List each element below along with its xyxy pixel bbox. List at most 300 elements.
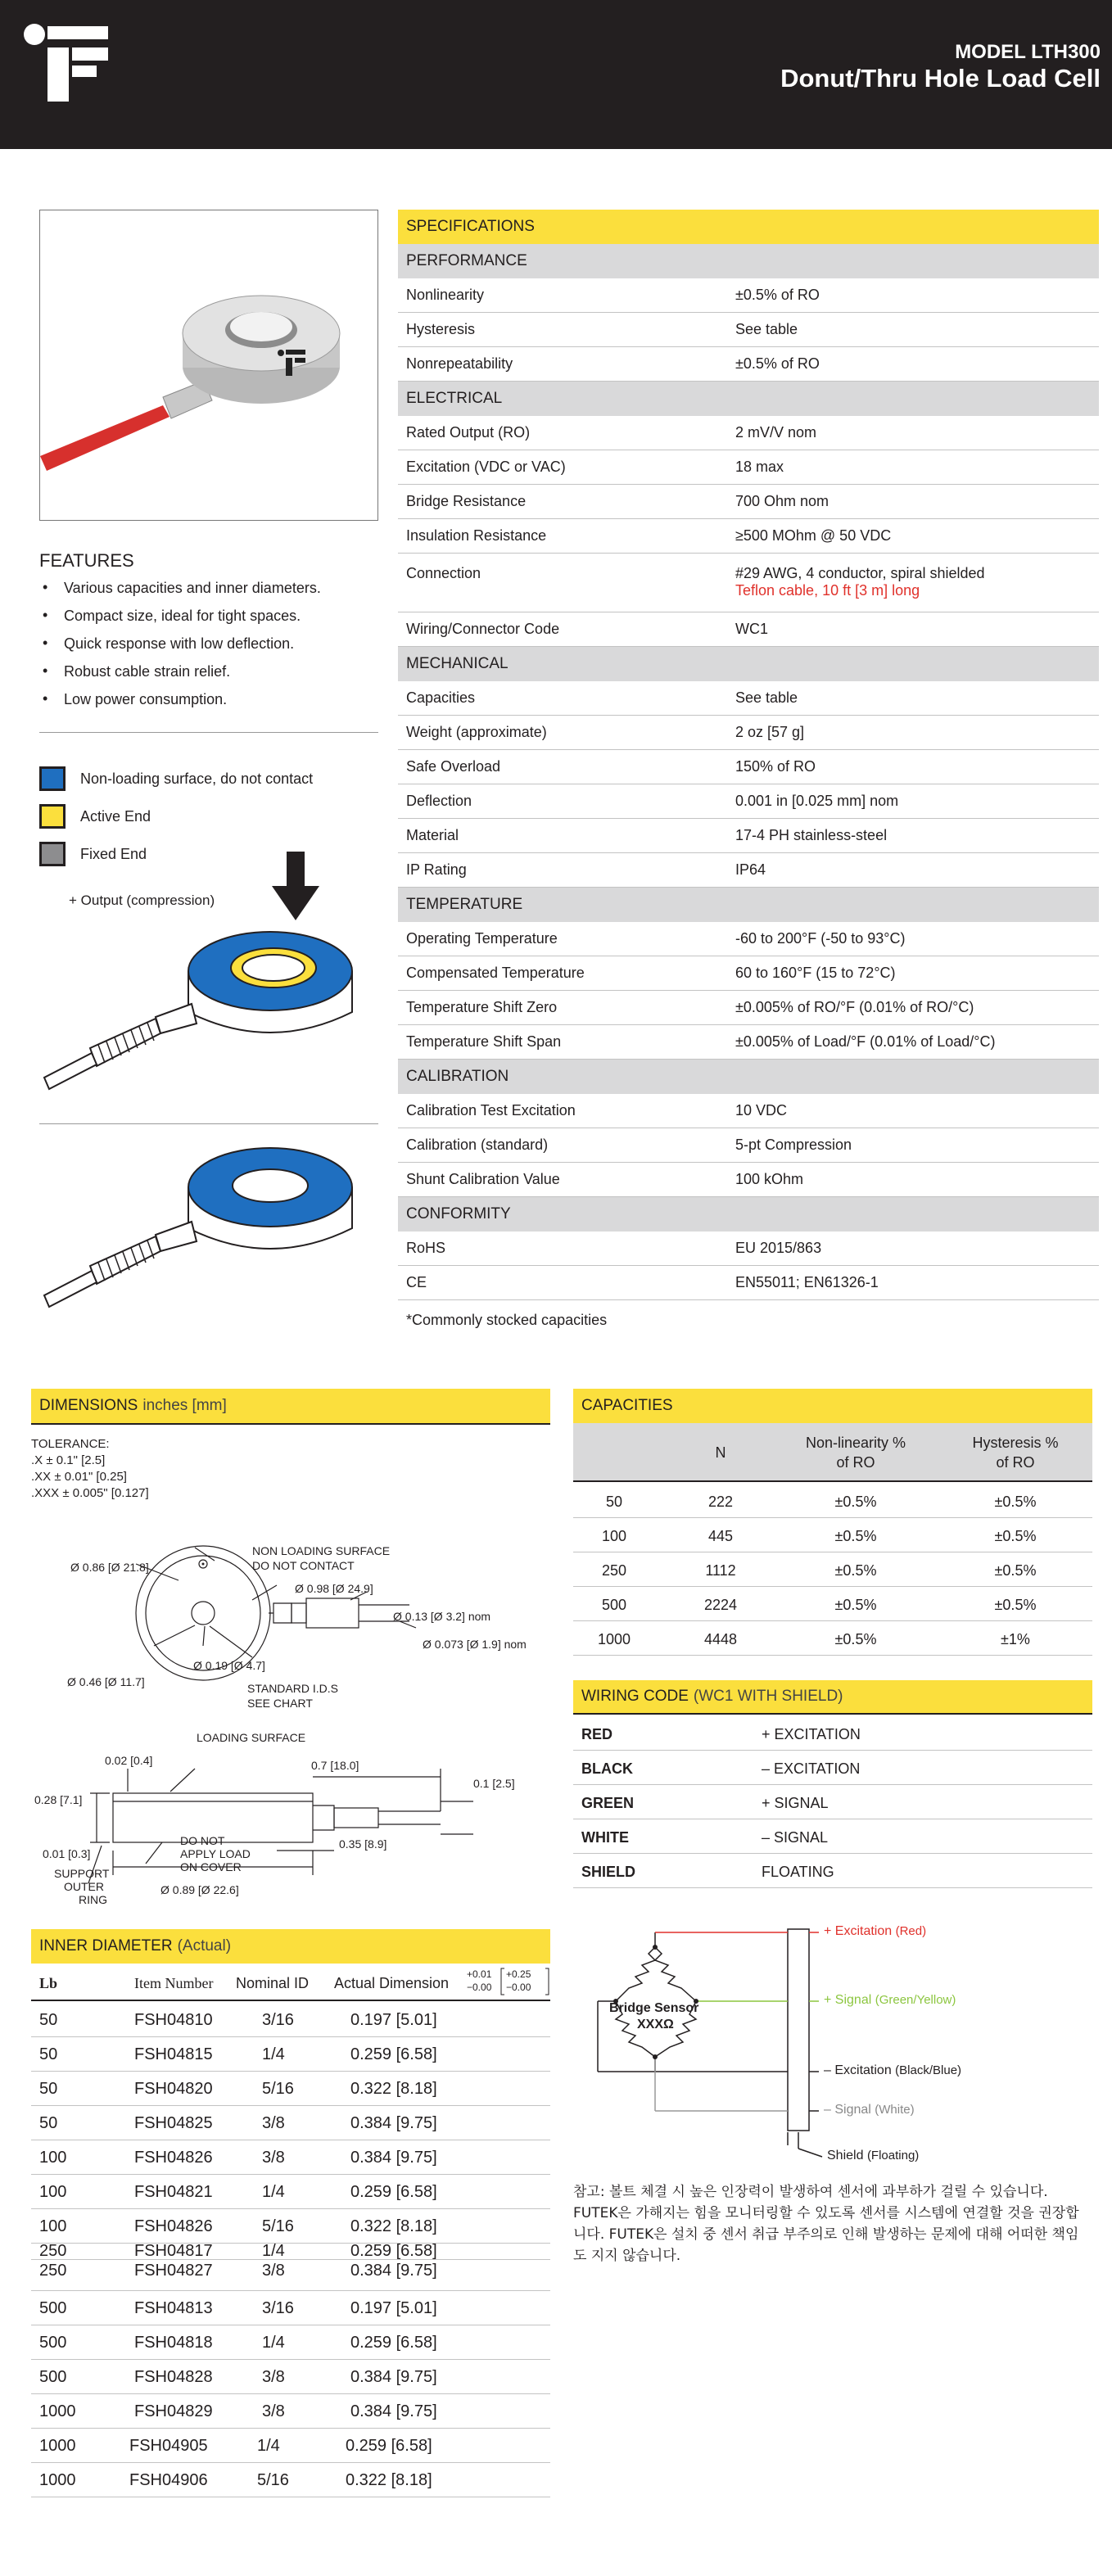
cell-item: FSH04820 (134, 2080, 213, 2098)
cell-lb: 50 (605, 1494, 623, 1510)
spec-row (398, 450, 1099, 485)
tolerance-line: .XX ± 0.01" [0.25] (31, 1470, 127, 1484)
spec-value: IP64 (735, 861, 766, 878)
spec-value: See table (735, 321, 798, 337)
cell-nonlin: ±0.5% (834, 1562, 877, 1579)
spec-row (398, 313, 1099, 347)
legend-label: Non-loading surface, do not contact (80, 770, 314, 787)
spec-key: Connection (406, 565, 481, 581)
cell-item: FSH04906 (129, 2471, 208, 2489)
cell-item: FSH04818 (134, 2334, 213, 2352)
cell-actual: 0.259 [6.58] (350, 2045, 437, 2063)
wiring-code-heading (573, 1680, 1092, 1715)
page-header (0, 0, 1112, 149)
dim-label: 0.35 [8.9] (339, 1837, 387, 1851)
cell-item: FSH04827 (134, 2262, 213, 2280)
feature-item: • Compact size, ideal for tight spaces. (39, 608, 321, 635)
installation-note: 참고: 볼트 체결 시 높은 인장력이 발생하여 센서에 과부하가 걸릴 수 있습니다. FUTEK은 가해지는 힘을 모니터링할 수 있도록 센서를 시스템에 연결할 것을 권장합니다. FUTEK은 설치 중 센서 취급 부주의로 인해 발생하는 문제에 대해 어떠한 책임도 지지 않습니다. (573, 2184, 1079, 2264)
spec-key: Operating Temperature (406, 930, 558, 947)
dimensions-title: DIMENSIONS (39, 1397, 138, 1414)
cell-nominal: 3/8 (262, 2368, 285, 2386)
excitation-positive-label (824, 1924, 926, 1939)
table-row (31, 2260, 550, 2291)
cell-nominal: 3/8 (262, 2149, 285, 2167)
specifications-table (398, 210, 1099, 1329)
spec-value: 60 to 160°F (15 to 72°C) (735, 965, 896, 981)
table-row (31, 2037, 550, 2072)
cell-item: FSH04813 (134, 2299, 213, 2317)
dim-label: STANDARD I.D.S (247, 1682, 338, 1695)
spec-key: Nonlinearity (406, 287, 485, 303)
spec-row (398, 922, 1099, 956)
table-row (573, 1751, 1092, 1785)
dim-label: LOADING SURFACE (197, 1731, 306, 1744)
tolerance-line: TOLERANCE: (31, 1437, 110, 1451)
spec-key: Nonrepeatability (406, 355, 513, 372)
section-electrical: ELECTRICAL (398, 382, 1099, 416)
dim-label: Ø 0.073 [Ø 1.9] nom (423, 1638, 527, 1651)
cell-lb: 50 (39, 2080, 58, 2098)
dim-label: NON LOADING SURFACE (252, 1544, 391, 1557)
section-mechanical: MECHANICAL (398, 647, 1099, 681)
spec-value: 0.001 in [0.025 mm] nom (735, 793, 899, 809)
cell-hyst: ±0.5% (994, 1494, 1037, 1510)
wire-color: SHIELD (581, 1864, 636, 1880)
exc-neg-text: – Excitation (824, 2063, 892, 2077)
cell-actual: 0.322 [8.18] (350, 2080, 437, 2098)
sig-neg-text: – Signal (824, 2103, 871, 2117)
table-row (31, 2325, 550, 2360)
spec-key: Compensated Temperature (406, 965, 585, 981)
cell-hyst: ±0.5% (994, 1562, 1037, 1579)
features-list (39, 580, 321, 719)
dim-label: Ø 0.89 [Ø 22.6] (160, 1883, 239, 1896)
spec-row (398, 1094, 1099, 1128)
col-n: N (715, 1444, 726, 1461)
tolerance-line: .X ± 0.1" [2.5] (31, 1453, 106, 1467)
exc-pos-text: + Excitation (824, 1924, 893, 1938)
cell-actual: 0.322 [8.18] (346, 2471, 432, 2489)
cell-hyst: ±1% (1001, 1631, 1030, 1647)
cell-nominal: 3/8 (262, 2402, 285, 2420)
sig-neg-color: (White) (875, 2103, 915, 2117)
wire-function: – SIGNAL (762, 1829, 829, 1846)
table-row (573, 1819, 1092, 1854)
cell-actual: 0.384 [9.75] (350, 2368, 437, 2386)
wire-color: RED (581, 1726, 613, 1742)
table-row (573, 1552, 1092, 1587)
dim-label: RING (79, 1893, 107, 1906)
cell-lb: 250 (39, 2242, 67, 2260)
dim-label: 0.1 [2.5] (473, 1777, 515, 1790)
spec-row (398, 819, 1099, 853)
wire-color: GREEN (581, 1795, 635, 1811)
cell-item: FSH04826 (134, 2217, 213, 2235)
inner-diameter-heading (31, 1929, 550, 1964)
table-row (573, 1484, 1092, 1518)
cell-nonlin: ±0.5% (834, 1528, 877, 1544)
spec-value: ±0.5% of RO (735, 355, 820, 372)
cell-actual: 0.384 [9.75] (350, 2149, 437, 2167)
table-row (31, 2003, 550, 2037)
spec-value: 18 max (735, 459, 784, 475)
cell-item: FSH04829 (134, 2402, 213, 2420)
spec-key: Calibration (standard) (406, 1137, 549, 1153)
dim-label: Ø 0.98 [Ø 24.9] (295, 1582, 373, 1595)
dim-label: DO NOT CONTACT (252, 1559, 355, 1572)
inner-diameter-title: INNER DIAMETER (39, 1937, 173, 1955)
feature-item: • Low power consumption. (39, 691, 321, 719)
capacities-rows (573, 1484, 1092, 1656)
output-label: + Output (compression) (69, 893, 215, 908)
spec-row (398, 1232, 1099, 1266)
feature-item: • Various capacities and inner diameters. (39, 580, 321, 608)
cell-actual: 0.322 [8.18] (350, 2217, 437, 2235)
spec-key: Deflection (406, 793, 472, 809)
dim-label: Ø 0.19 [Ø 4.7] (193, 1659, 265, 1672)
cell-lb: 50 (39, 2045, 58, 2063)
spec-value: 17-4 PH stainless-steel (735, 827, 888, 843)
cell-lb: 100 (39, 2183, 67, 2201)
cell-item: FSH04825 (134, 2114, 213, 2132)
dim-label: OUTER (64, 1880, 104, 1893)
fixed-end-illustration (33, 1130, 385, 1326)
page-title: Donut/Thru Hole Load Cell (780, 64, 1101, 93)
futek-logo-icon (23, 23, 113, 105)
spec-value: ≥500 MOhm @ 50 VDC (735, 527, 892, 544)
cell-n: 2224 (703, 1597, 738, 1613)
cell-actual: 0.384 [9.75] (350, 2114, 437, 2132)
hyst-line2: of RO (996, 1454, 1035, 1471)
wiring-subtitle: (WC1 WITH SHIELD) (693, 1688, 843, 1705)
cell-nominal: 5/16 (262, 2217, 294, 2235)
cell-nominal: 3/16 (262, 2011, 294, 2029)
signal-negative-label (824, 2103, 915, 2117)
cell-nominal: 3/8 (262, 2114, 285, 2132)
cell-item: FSH04828 (134, 2368, 213, 2386)
section-conformity: CONFORMITY (398, 1197, 1099, 1232)
hyst-line1: Hysteresis % (972, 1435, 1059, 1451)
cell-nonlin: ±0.5% (834, 1597, 877, 1613)
product-photo (39, 210, 378, 521)
cell-item: FSH04821 (134, 2183, 213, 2201)
spec-value: 10 VDC (735, 1102, 788, 1119)
spec-key: Capacities (406, 689, 476, 706)
cell-item: FSH04905 (129, 2437, 208, 2455)
exc-pos-color: (Red) (895, 1924, 927, 1938)
spec-value: 2 oz [57 g] (735, 724, 805, 740)
wiring-title: WIRING CODE (581, 1688, 689, 1705)
spec-value (735, 565, 1099, 599)
cell-nonlin: ±0.5% (834, 1631, 877, 1647)
table-row (31, 2209, 550, 2244)
cell-lb: 100 (39, 2217, 67, 2235)
dim-label: Ø 0.13 [Ø 3.2] nom (393, 1610, 491, 1623)
cell-n: 445 (707, 1528, 734, 1544)
cell-actual: 0.384 [9.75] (350, 2402, 437, 2420)
sig-pos-color: (Green/Yellow) (875, 1993, 956, 2007)
bridge-resistance-label: XXXΩ (637, 2018, 674, 2031)
spec-row (398, 519, 1099, 554)
spec-row (398, 853, 1099, 888)
nonlin-line2: of RO (836, 1454, 875, 1471)
spec-row (398, 991, 1099, 1025)
inner-diameter-rows (31, 2003, 550, 2497)
cell-nominal: 1/4 (262, 2045, 285, 2063)
table-row (573, 1854, 1092, 1888)
tol-in-plus: +0.01 (467, 1968, 492, 1980)
cell-nominal: 3/8 (262, 2262, 285, 2280)
wire-color: BLACK (581, 1760, 633, 1777)
stocked-note: *Commonly stocked capacities (406, 1312, 608, 1328)
capacities-heading: CAPACITIES (573, 1389, 1092, 1423)
dim-label: APPLY LOAD (180, 1847, 251, 1860)
tolerance-bracket (499, 1967, 550, 1996)
bridge-wiring-diagram (573, 1908, 1089, 2178)
inner-diameter-header (31, 1964, 550, 2001)
shield-text: Shield (827, 2149, 864, 2162)
spec-value: -60 to 200°F (-50 to 93°C) (735, 930, 906, 947)
dim-label: ON COVER (180, 1860, 242, 1873)
cell-actual: 0.259 [6.58] (350, 2334, 437, 2352)
spec-row (398, 784, 1099, 819)
spec-row (398, 347, 1099, 382)
tol-in-minus: −0.00 (467, 1982, 492, 1993)
shield-label (827, 2149, 919, 2163)
cell-nominal: 5/16 (262, 2080, 294, 2098)
tolerance-line: .XXX ± 0.005" [0.127] (31, 1486, 149, 1500)
wiring-rows (573, 1716, 1092, 1888)
dimensions-units: inches [mm] (142, 1397, 227, 1414)
dim-label: SEE CHART (247, 1697, 313, 1710)
cell-lb: 1000 (39, 2437, 76, 2455)
spec-row (398, 681, 1099, 716)
cell-lb: 100 (39, 2149, 67, 2167)
dimensions-heading (31, 1389, 550, 1425)
signal-positive-label (824, 1993, 956, 2008)
spec-value: WC1 (735, 621, 768, 637)
cell-nominal: 3/16 (262, 2299, 294, 2317)
table-row (31, 2072, 550, 2106)
cell-lb: 50 (39, 2011, 58, 2029)
table-row (573, 1621, 1092, 1656)
spec-row (398, 1266, 1099, 1300)
cell-n: 1112 (705, 1562, 736, 1579)
bridge-sensor-label: Bridge Sensor (609, 2001, 699, 2015)
spec-row (398, 716, 1099, 750)
table-row (573, 1785, 1092, 1819)
cell-nominal: 1/4 (257, 2437, 280, 2455)
spec-value: 2 mV/V nom (735, 424, 817, 441)
cell-n: 222 (707, 1494, 734, 1510)
spec-row (398, 278, 1099, 313)
cell-n: 4448 (703, 1631, 738, 1647)
cell-nonlin: ±0.5% (834, 1494, 877, 1510)
spec-value: ±0.5% of RO (735, 287, 820, 303)
spec-row (398, 1163, 1099, 1197)
connection-cable-note: Teflon cable, 10 ft [3 m] long (735, 582, 920, 599)
legend-non-loading (39, 766, 313, 791)
table-row (31, 2429, 550, 2463)
table-row (31, 2140, 550, 2175)
cell-actual: 0.259 [6.58] (346, 2437, 432, 2455)
cell-item: FSH04810 (134, 2011, 213, 2029)
cell-lb: 1000 (39, 2402, 76, 2420)
model-number: MODEL LTH300 (955, 41, 1101, 63)
table-row (31, 2463, 550, 2497)
feature-item: • Quick response with low deflection. (39, 635, 321, 663)
dim-label: Ø 0.86 [Ø 21.8] (70, 1561, 149, 1574)
cell-lb: 1000 (39, 2471, 76, 2489)
spec-key: Wiring/Connector Code (406, 621, 560, 637)
spec-value: 150% of RO (735, 758, 816, 775)
dim-label: 0.7 [18.0] (311, 1759, 359, 1772)
section-calibration: CALIBRATION (398, 1060, 1099, 1094)
col-item: Item Number (134, 1975, 214, 1991)
tol-mm-plus: +0.25 (506, 1968, 531, 1980)
divider (39, 1123, 378, 1124)
sig-pos-text: + Signal (824, 1993, 872, 2007)
yellow-swatch (39, 804, 66, 829)
spec-row (398, 956, 1099, 991)
spec-key: Excitation (VDC or VAC) (406, 459, 566, 475)
spec-value: ±0.005% of RO/°F (0.01% of RO/°C) (735, 999, 974, 1015)
spec-key: IP Rating (406, 861, 467, 878)
table-row (31, 2244, 550, 2260)
spec-key: Shunt Calibration Value (406, 1171, 560, 1187)
spec-row (398, 1025, 1099, 1060)
spec-key: Rated Output (RO) (406, 424, 531, 441)
cell-actual: 0.259 [6.58] (350, 2242, 437, 2260)
specs-heading: SPECIFICATIONS (398, 210, 1099, 244)
table-row (31, 2291, 550, 2325)
feature-item: • Robust cable strain relief. (39, 663, 321, 691)
dim-label: 0.02 [0.4] (105, 1754, 153, 1767)
cell-lb: 1000 (597, 1631, 631, 1647)
spec-value: EU 2015/863 (735, 1240, 822, 1256)
connection-value: #29 AWG, 4 conductor, spiral shielded (735, 565, 985, 581)
spec-row (398, 416, 1099, 450)
cell-nominal: 1/4 (262, 2183, 285, 2201)
dim-label: SUPPORT (54, 1867, 110, 1880)
spec-key: RoHS (406, 1240, 446, 1256)
spec-key: Temperature Shift Zero (406, 999, 558, 1015)
cell-item: FSH04826 (134, 2149, 213, 2167)
divider (39, 732, 378, 733)
wire-function: + SIGNAL (762, 1795, 829, 1811)
table-row (31, 2360, 550, 2394)
wire-function: – EXCITATION (762, 1760, 861, 1777)
spec-key: Hysteresis (406, 321, 476, 337)
spec-value: ±0.005% of Load/°F (0.01% of Load/°C) (735, 1033, 996, 1050)
spec-row (398, 485, 1099, 519)
table-row (31, 2394, 550, 2429)
cell-actual: 0.197 [5.01] (350, 2011, 437, 2029)
col-nonlinearity (778, 1433, 933, 1472)
dim-label: 0.01 [0.3] (43, 1847, 91, 1860)
spec-key: CE (406, 1274, 427, 1290)
spec-value: 100 kOhm (735, 1171, 804, 1187)
spec-key: Material (406, 827, 459, 843)
section-performance: PERFORMANCE (398, 244, 1099, 278)
cell-actual: 0.197 [5.01] (350, 2299, 437, 2317)
table-row (573, 1716, 1092, 1751)
table-row (573, 1587, 1092, 1621)
cell-lb: 250 (39, 2262, 67, 2280)
table-row (31, 2106, 550, 2140)
cell-actual: 0.259 [6.58] (350, 2183, 437, 2201)
cell-lb: 50 (39, 2114, 58, 2132)
col-nominal: Nominal ID (236, 1975, 310, 1991)
section-temperature: TEMPERATURE (398, 888, 1099, 922)
cell-hyst: ±0.5% (994, 1597, 1037, 1613)
spec-key: Safe Overload (406, 758, 501, 775)
shield-state: (Floating) (866, 2149, 920, 2162)
dim-label: DO NOT (180, 1834, 225, 1847)
wire-color: WHITE (581, 1829, 629, 1846)
nonlin-line1: Non-linearity % (805, 1435, 906, 1451)
spec-row (398, 612, 1099, 647)
table-row (573, 1518, 1092, 1552)
spec-row (398, 1128, 1099, 1163)
spec-row (398, 750, 1099, 784)
excitation-negative-label (824, 2063, 961, 2078)
legend-active (39, 804, 151, 829)
spec-value: 700 Ohm nom (735, 493, 829, 509)
tol-mm-minus: −0.00 (506, 1982, 531, 1993)
spec-key: Insulation Resistance (406, 527, 547, 544)
active-end-illustration (33, 845, 385, 1119)
spec-value: 5-pt Compression (735, 1137, 852, 1153)
spec-key: Calibration Test Excitation (406, 1102, 576, 1119)
cell-nominal: 1/4 (262, 2242, 285, 2260)
cell-lb: 500 (39, 2299, 67, 2317)
blue-swatch (39, 766, 66, 791)
col-lb: Lb (39, 1975, 58, 1991)
table-row (31, 2175, 550, 2209)
cell-lb: 100 (601, 1528, 627, 1544)
cell-lb: 500 (39, 2368, 67, 2386)
cell-hyst: ±0.5% (994, 1528, 1037, 1544)
wire-function: + EXCITATION (762, 1726, 861, 1742)
legend-label: Fixed End (80, 845, 147, 862)
col-actual: Actual Dimension (334, 1975, 450, 1991)
cell-item: FSH04817 (134, 2242, 213, 2260)
cell-lb: 250 (601, 1562, 627, 1579)
cell-nominal: 1/4 (262, 2334, 285, 2352)
dim-label: Ø 0.46 [Ø 11.7] (67, 1675, 145, 1688)
dim-label: 0.28 [7.1] (34, 1793, 83, 1806)
spec-value: See table (735, 689, 798, 706)
capacities-header (573, 1423, 1092, 1482)
wire-function: FLOATING (762, 1864, 834, 1880)
col-hysteresis (942, 1433, 1089, 1472)
features-heading: FEATURES (39, 550, 134, 571)
cell-item: FSH04815 (134, 2045, 213, 2063)
spec-key: Weight (approximate) (406, 724, 547, 740)
cell-nominal: 5/16 (257, 2471, 289, 2489)
inner-diameter-subtitle: (Actual) (177, 1937, 232, 1955)
spec-value: EN55011; EN61326-1 (735, 1274, 879, 1290)
legend-label: Active End (80, 807, 151, 825)
cell-lb: 500 (39, 2334, 67, 2352)
spec-key: Bridge Resistance (406, 493, 527, 509)
spec-row-connection (398, 554, 1099, 612)
exc-neg-color: (Black/Blue) (895, 2063, 962, 2077)
spec-key: Temperature Shift Span (406, 1033, 562, 1050)
cell-lb: 500 (601, 1597, 627, 1613)
cell-actual: 0.384 [9.75] (350, 2262, 437, 2280)
